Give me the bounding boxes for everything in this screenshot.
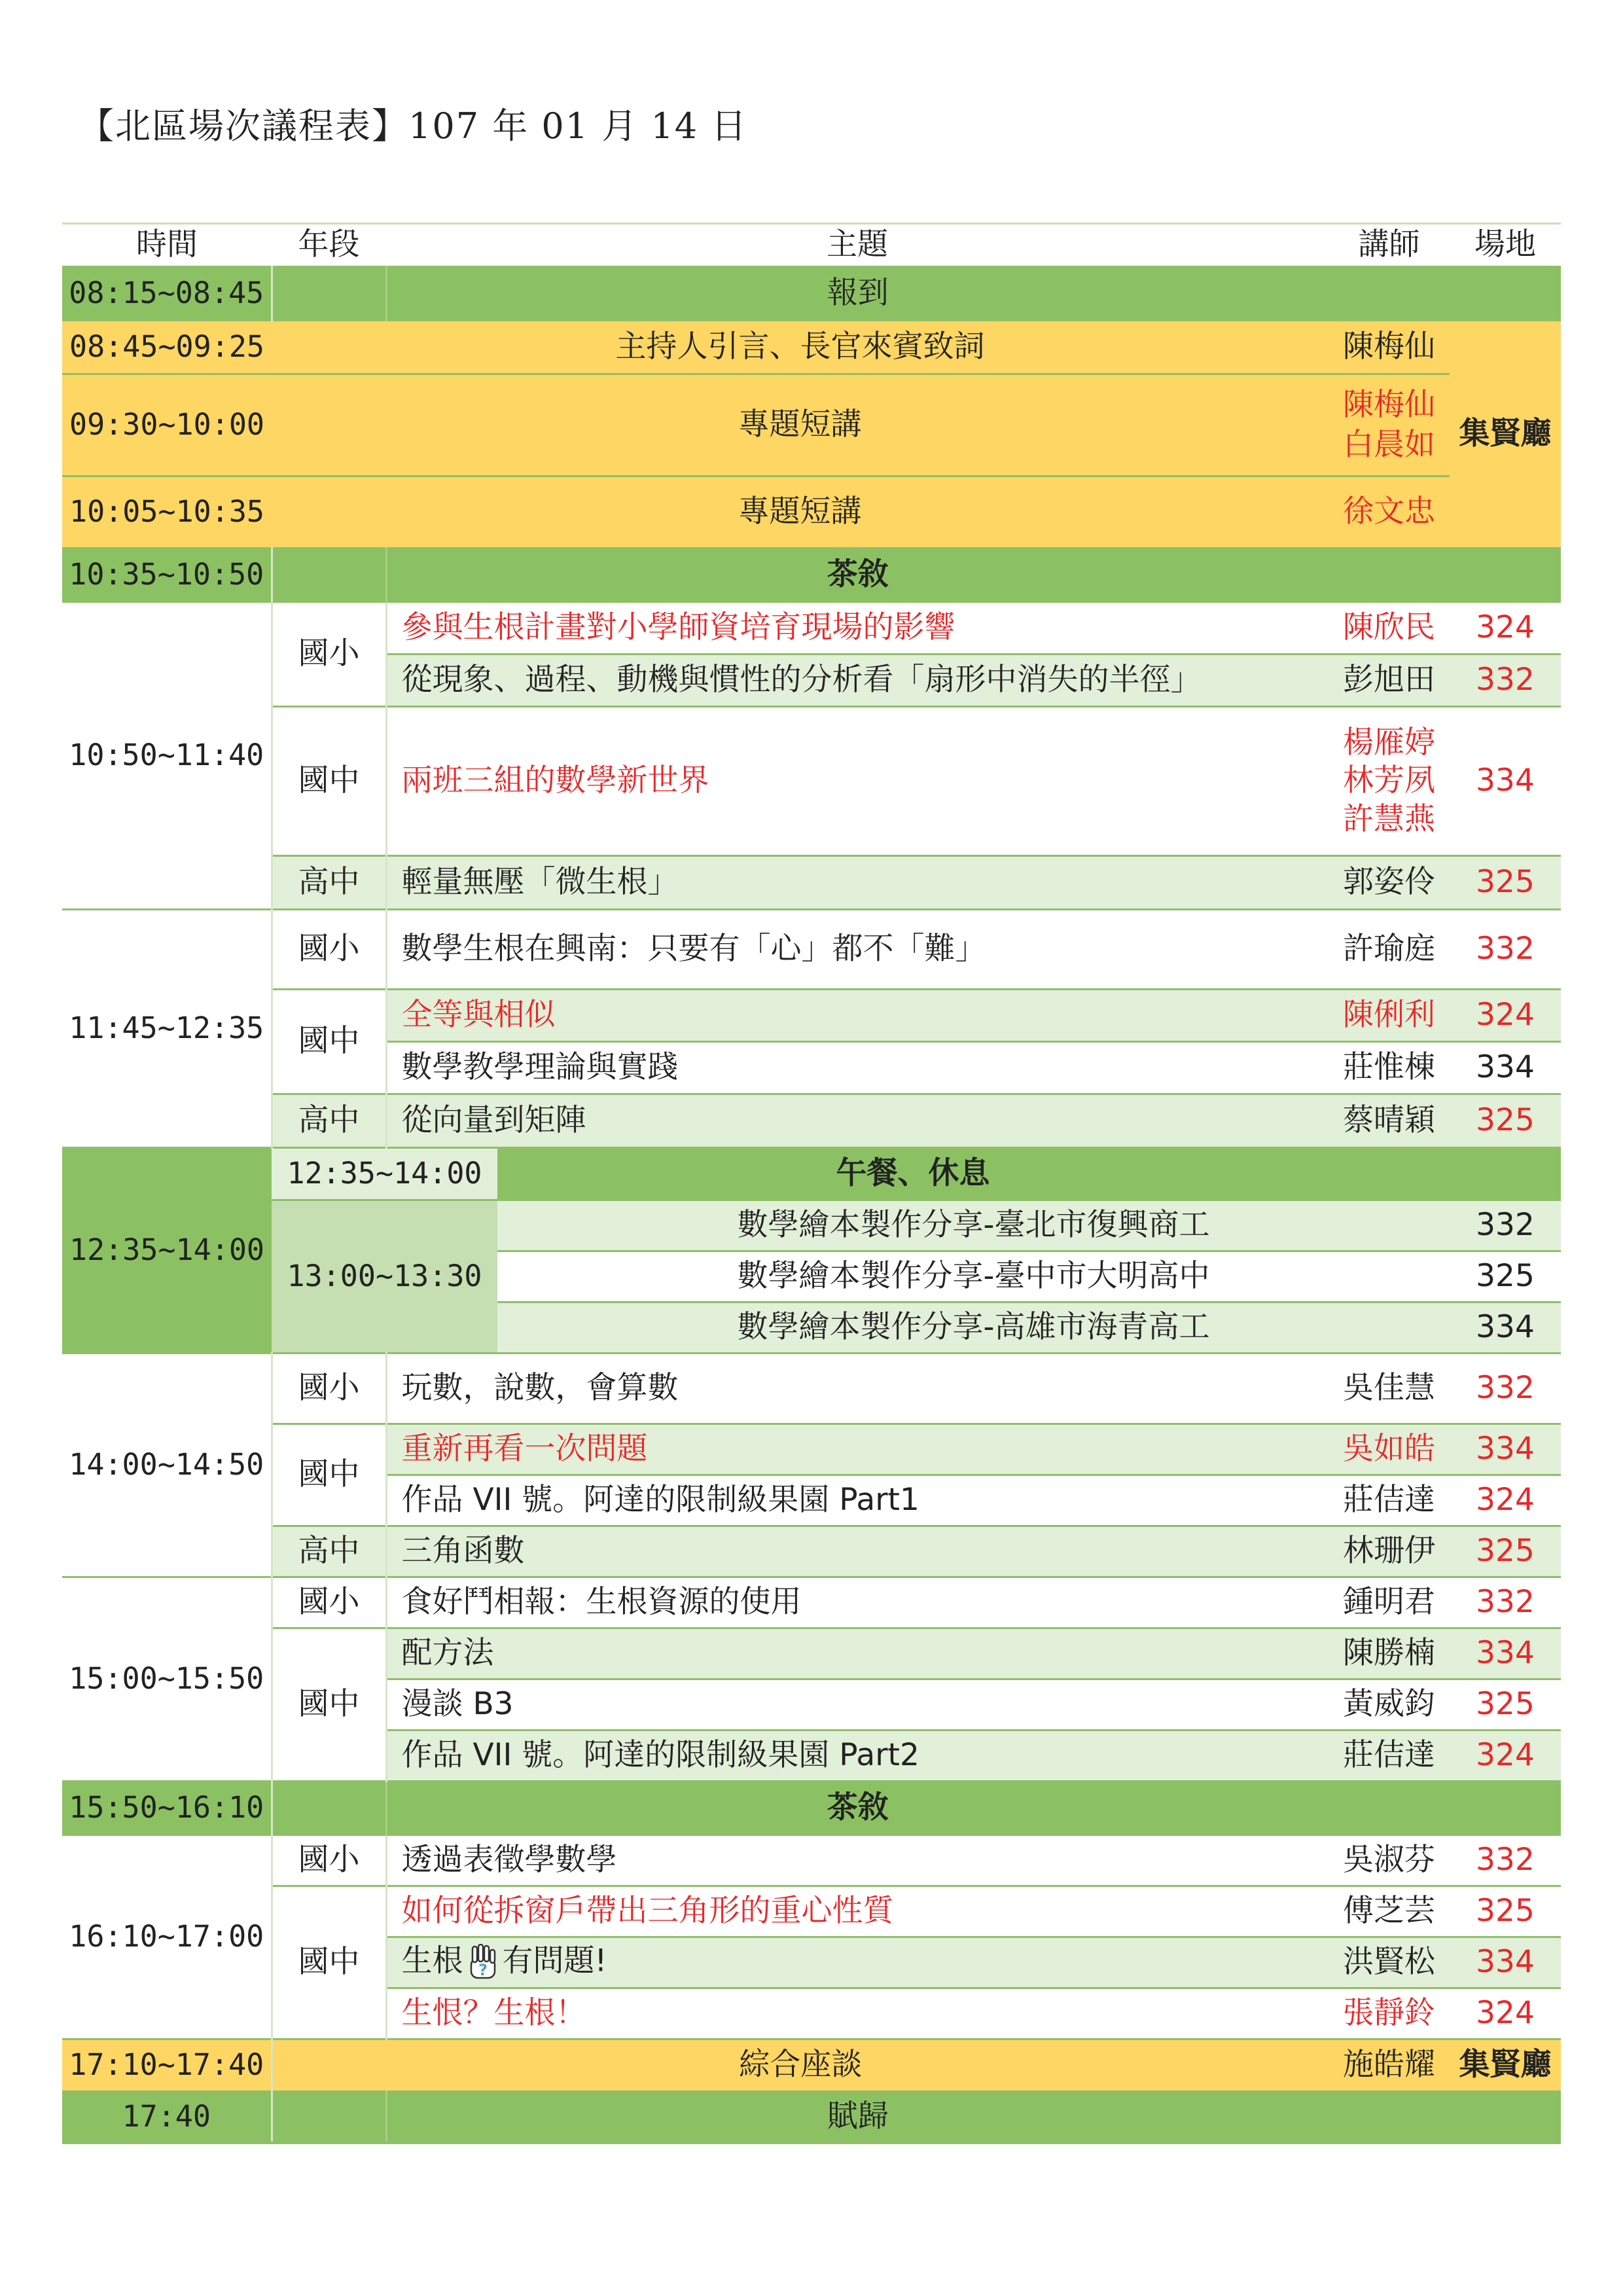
speaker-cell: 莊惟棟: [1329, 1042, 1450, 1094]
room-cell: 324: [1450, 1988, 1561, 2039]
room-cell: 324: [1450, 1731, 1561, 1782]
tea-break-row: [62, 548, 1561, 602]
speaker-cell: 陳俐利: [1329, 990, 1450, 1042]
speaker-cell: 吳如皓: [1329, 1424, 1450, 1475]
speaker-cell: 郭姿伶: [1329, 856, 1450, 910]
topic-cell: 報到: [386, 267, 1329, 321]
room-cell: 332: [1450, 910, 1561, 990]
grade-cell: 國小: [272, 1835, 386, 1886]
speaker-cell: 黃威鈞: [1329, 1679, 1450, 1731]
room-cell: 334: [1450, 1042, 1561, 1094]
lunch-row: [62, 1148, 1561, 1200]
room-cell: 334: [1450, 1302, 1561, 1354]
topic-cell: 重新再看一次問題: [386, 1424, 1329, 1475]
topic-cell: 數學繪本製作分享-臺中市大明高中: [497, 1251, 1450, 1302]
topic-cell: 數學生根在興南：只要有「心」都不「難」: [386, 910, 1329, 990]
room-cell: 324: [1450, 990, 1561, 1042]
topic-cell: 漫談 B3: [386, 1679, 1329, 1731]
grade-cell: 國中: [272, 990, 386, 1094]
topic-cell: 食好鬥相報：生根資源的使用: [386, 1577, 1329, 1628]
topic-cell: 三角函數: [386, 1526, 1329, 1577]
speaker-cell: 莊佶達: [1329, 1475, 1450, 1526]
room-cell: 332: [1450, 655, 1561, 707]
speaker-cell: 彭旭田: [1329, 655, 1450, 707]
topic-cell: 如何從拆窗戶帶出三角形的重心性質: [386, 1886, 1329, 1937]
topic-cell: 專題短講: [272, 374, 1329, 476]
speaker-cell: 陳梅仙: [1329, 321, 1450, 374]
speaker-cell: 莊佶達: [1329, 1731, 1450, 1782]
speaker-cell: 蔡晴穎: [1329, 1094, 1450, 1148]
room-cell: 334: [1450, 707, 1561, 856]
grade-cell: 國小: [272, 1354, 386, 1424]
topic-text: 有問題!: [502, 1943, 607, 1979]
time-cell: 17:40: [62, 2092, 272, 2143]
header-row: [62, 224, 1561, 267]
speaker-cell: 陳欣民: [1329, 602, 1450, 655]
grade-cell: 國小: [272, 602, 386, 707]
room-cell: 332: [1450, 1835, 1561, 1886]
grade-cell: 高中: [272, 1094, 386, 1148]
grade-cell: 國中: [272, 1886, 386, 2039]
table-row: [62, 910, 1561, 990]
speaker-cell: 林珊伊: [1329, 1526, 1450, 1577]
topic-cell: 玩數，說數，會算數: [386, 1354, 1329, 1424]
subtime-cell: 13:00~13:30: [272, 1200, 497, 1354]
room-cell: 332: [1450, 1354, 1561, 1424]
grade-cell: 國中: [272, 1628, 386, 1782]
header-speaker: 講師: [1329, 224, 1450, 267]
time-cell: 08:45~09:25: [62, 321, 272, 374]
time-cell: 15:00~15:50: [62, 1577, 272, 1782]
grade-cell: 高中: [272, 1526, 386, 1577]
room-cell: 324: [1450, 602, 1561, 655]
topic-cell: 主持人引言、長官來賓致詞: [272, 321, 1329, 374]
topic-cell: 參與生根計畫對小學師資培育現場的影響: [386, 602, 1329, 655]
topic-cell: 從向量到矩陣: [386, 1094, 1329, 1148]
topic-cell: 輕量無壓「微生根」: [386, 856, 1329, 910]
table-row: [62, 1835, 1561, 1886]
topic-cell: 從現象、過程、動機與慣性的分析看「扇形中消失的半徑」: [386, 655, 1329, 707]
talk2-row: [62, 476, 1561, 548]
table-row: [62, 1886, 1561, 1937]
topic-cell: [386, 1937, 1329, 1988]
speaker-name: 楊雁婷: [1343, 724, 1435, 761]
speaker-cell: [1329, 707, 1450, 856]
speaker-cell: [1329, 374, 1450, 476]
topic-cell: 賦歸: [386, 2092, 1329, 2143]
topic-cell: 作品 VII 號。阿達的限制級果園 Part2: [386, 1731, 1329, 1782]
header-topic: 主題: [386, 224, 1329, 267]
speaker-cell: 吳淑芬: [1329, 1835, 1450, 1886]
speaker-name: 林芳夙: [1343, 762, 1435, 799]
speaker-cell: 許瑜庭: [1329, 910, 1450, 990]
time-cell: 10:05~10:35: [62, 476, 272, 548]
topic-cell: 專題短講: [272, 476, 1329, 548]
grade-cell: 國小: [272, 910, 386, 990]
speaker-cell: 張靜鈴: [1329, 1988, 1450, 2039]
venue-cell: 集賢廳: [1450, 321, 1561, 548]
table-row: [62, 990, 1561, 1042]
table-row: [62, 1526, 1561, 1577]
table-row: [62, 1354, 1561, 1424]
time-cell: 08:15~08:45: [62, 267, 272, 321]
table-row: [62, 856, 1561, 910]
question-hand-icon: [466, 1944, 500, 1982]
room-cell: 325: [1450, 1526, 1561, 1577]
topic-cell: 配方法: [386, 1628, 1329, 1679]
topic-cell: 茶敘: [386, 1782, 1329, 1835]
speaker-cell: 吳佳慧: [1329, 1354, 1450, 1424]
registration-row: [62, 267, 1561, 321]
time-cell: 10:50~11:40: [62, 602, 272, 910]
table-row: [62, 1577, 1561, 1628]
header-grade: 年段: [272, 224, 386, 267]
room-cell: 325: [1450, 1094, 1561, 1148]
agenda-table: [62, 223, 1561, 2144]
time-cell: 16:10~17:00: [62, 1835, 272, 2039]
room-cell: 325: [1450, 1679, 1561, 1731]
time-cell: 17:10~17:40: [62, 2039, 272, 2092]
topic-cell: 全等與相似: [386, 990, 1329, 1042]
end-row: [62, 2092, 1561, 2143]
room-cell: 332: [1450, 1200, 1561, 1251]
speaker-cell: 陳勝楠: [1329, 1628, 1450, 1679]
tea-break-row: [62, 1782, 1561, 1835]
page-title: 【北區場次議程表】107 年 01 月 14 日: [79, 105, 748, 147]
speaker-cell: 施皓耀: [1329, 2039, 1450, 2092]
table-row: [62, 1094, 1561, 1148]
grade-cell: 國小: [272, 1577, 386, 1628]
speaker-name: 陳梅仙: [1343, 386, 1435, 423]
grade-cell: 國中: [272, 1424, 386, 1526]
table-row: [62, 1424, 1561, 1475]
table-row: [62, 707, 1561, 856]
header-venue: 場地: [1450, 224, 1561, 267]
header-time: 時間: [62, 224, 272, 267]
topic-cell: 作品 VII 號。阿達的限制級果園 Part1: [386, 1475, 1329, 1526]
speaker-cell: 洪賢松: [1329, 1937, 1450, 1988]
speaker-cell: 徐文忠: [1329, 476, 1450, 548]
svg-text:?: ?: [478, 1960, 488, 1979]
speaker-cell: 傅芝芸: [1329, 1886, 1450, 1937]
time-cell: 11:45~12:35: [62, 910, 272, 1148]
time-cell: 09:30~10:00: [62, 374, 272, 476]
opening-row: [62, 321, 1561, 374]
time-cell: 14:00~14:50: [62, 1354, 272, 1577]
room-cell: 325: [1450, 1251, 1561, 1302]
room-cell: 325: [1450, 1886, 1561, 1937]
speaker-name: 許慧燕: [1343, 800, 1435, 837]
subtime-cell: 12:35~14:00: [272, 1148, 497, 1200]
time-cell: 12:35~14:00: [62, 1148, 272, 1354]
speaker-cell: 鍾明君: [1329, 1577, 1450, 1628]
topic-cell: 綜合座談: [272, 2039, 1329, 2092]
topic-cell: 茶敘: [386, 548, 1329, 602]
panel-row: [62, 2039, 1561, 2092]
room-cell: 334: [1450, 1424, 1561, 1475]
grade-cell: 國中: [272, 707, 386, 856]
room-cell: 332: [1450, 1577, 1561, 1628]
table-row: [62, 1200, 1561, 1251]
talk1-row: [62, 374, 1561, 476]
topic-text: 生根: [401, 1943, 463, 1979]
topic-cell: 透過表徵學數學: [386, 1835, 1329, 1886]
table-row: [62, 602, 1561, 655]
grade-cell: 高中: [272, 856, 386, 910]
lunch-label: 午餐、休息: [497, 1148, 1329, 1200]
time-cell: 10:35~10:50: [62, 548, 272, 602]
venue-cell: 集賢廳: [1450, 2039, 1561, 2092]
room-cell: 334: [1450, 1937, 1561, 1988]
topic-cell: 數學教學理論與實踐: [386, 1042, 1329, 1094]
topic-cell: 兩班三組的數學新世界: [386, 707, 1329, 856]
time-cell: 15:50~16:10: [62, 1782, 272, 1835]
room-cell: 334: [1450, 1628, 1561, 1679]
topic-cell: 數學繪本製作分享-高雄市海青高工: [497, 1302, 1450, 1354]
room-cell: 325: [1450, 856, 1561, 910]
topic-cell: 數學繪本製作分享-臺北市復興商工: [497, 1200, 1450, 1251]
topic-cell: 生恨？生根！: [386, 1988, 1329, 2039]
speaker-name: 白晨如: [1343, 426, 1435, 463]
table-row: [62, 1628, 1561, 1679]
room-cell: 324: [1450, 1475, 1561, 1526]
